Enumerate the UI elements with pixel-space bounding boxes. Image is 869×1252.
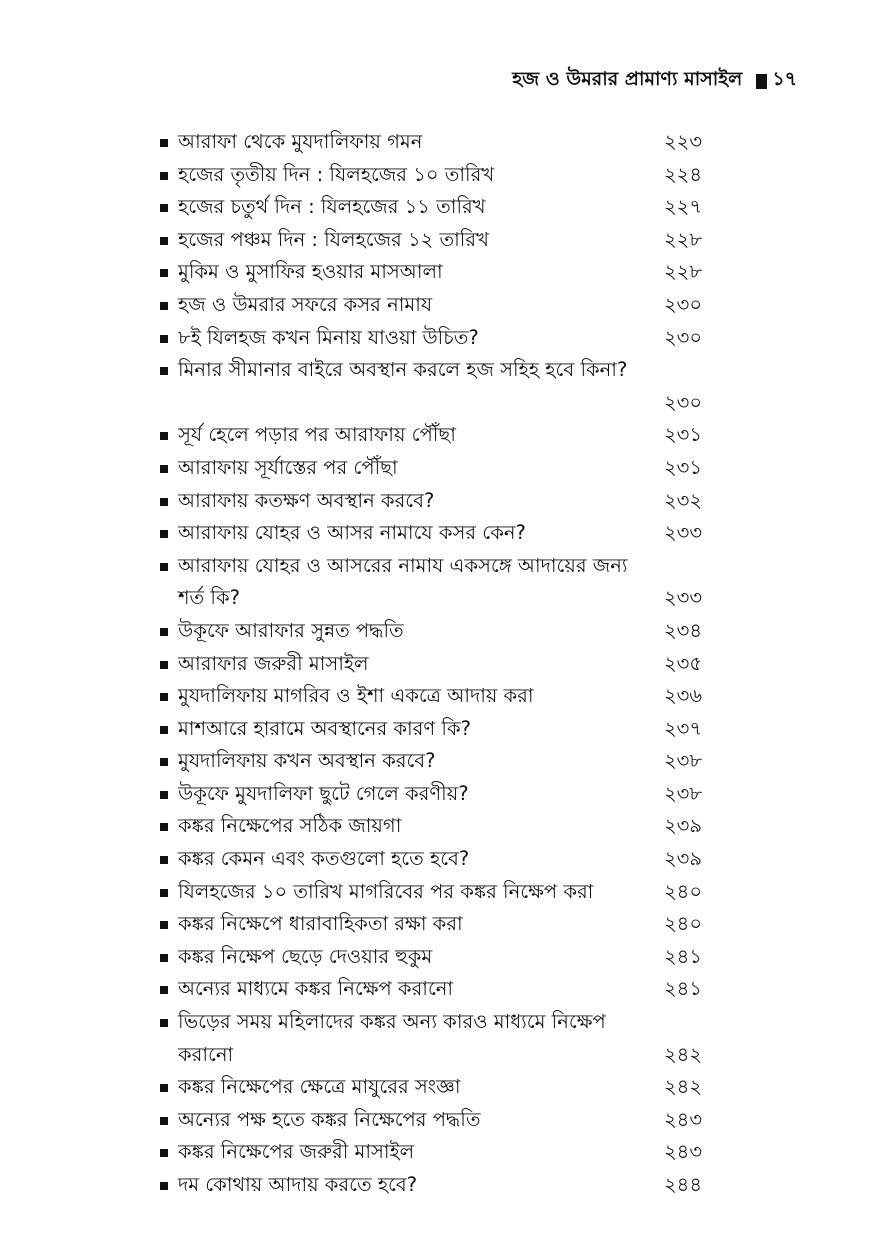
- bullet-square-icon: [160, 986, 168, 994]
- toc-entry: [0, 354, 869, 419]
- toc-entry-page: ২৩৩: [664, 521, 703, 545]
- toc-entry-page: ২৩১: [664, 423, 703, 447]
- toc-entry: [0, 126, 869, 159]
- bullet-square-icon: [160, 432, 168, 440]
- toc-entry-page: ২৩০: [664, 390, 703, 414]
- toc-entry: [0, 485, 869, 518]
- toc-entry: [0, 1136, 869, 1169]
- toc-entry-title: কঙ্কর কেমন এবং কতগুলো হতে হবে?: [178, 847, 470, 871]
- toc-entry-title: মুযদালিফায় কখন অবস্থান করবে?: [178, 749, 436, 773]
- bullet-square-icon: [160, 530, 168, 538]
- toc-entry-page: ২২৮: [664, 227, 703, 251]
- table-of-contents: [0, 126, 869, 1202]
- bullet-square-icon: [160, 758, 168, 766]
- toc-entry-title: অন্যের পক্ষ হতে কঙ্কর নিক্ষেপের পদ্ধতি: [178, 1107, 481, 1131]
- toc-entry-page: ২৩৫: [664, 651, 703, 675]
- toc-entry-page: ২২৪: [664, 162, 703, 186]
- toc-entry-page: ২৩৪: [664, 618, 703, 642]
- toc-entry-title: হজ ও উমরার সফরে কসর নামায: [178, 292, 433, 316]
- toc-entry: [0, 713, 869, 746]
- toc-entry-page: ২৪৪: [664, 1173, 702, 1196]
- bullet-square-icon: [160, 661, 168, 669]
- toc-entry: [0, 615, 869, 648]
- toc-entry-page: ২৪০: [664, 912, 703, 936]
- bullet-square-icon: [160, 172, 168, 180]
- toc-entry-page: ২২৩: [664, 130, 703, 153]
- toc-entry: [0, 419, 869, 452]
- running-header: [512, 66, 797, 96]
- toc-entry-page: ২৩৭: [664, 716, 703, 740]
- toc-entry: [0, 941, 869, 974]
- toc-entry-page: ২৪৩: [664, 1107, 703, 1131]
- toc-entry-title: উকূফে মুযদালিফা ছুটে গেলে করণীয়?: [178, 781, 469, 805]
- toc-entry-title: কঙ্কর নিক্ষেপের ক্ষেত্রে মাযুরের সংজ্ঞা: [178, 1075, 461, 1099]
- bullet-square-icon: [160, 465, 168, 473]
- toc-entry-page: ২৩২: [664, 488, 703, 512]
- toc-entry: [0, 517, 869, 550]
- toc-entry-title: কঙ্কর নিক্ষেপে ধারাবাহিকতা রক্ষা করা: [178, 912, 463, 936]
- bullet-square-icon: [160, 563, 168, 571]
- toc-entry-title: মুযদালিফায় মাগরিব ও ইশা একত্রে আদায় করা: [178, 684, 534, 708]
- toc-entry-page: ২৩৩: [664, 586, 703, 610]
- toc-entry: [0, 289, 869, 322]
- toc-entry-title: হজের চতুর্থ দিন : যিলহজের ১১ তারিখ: [178, 195, 486, 219]
- toc-entry-title: মুকিম ও মুসাফির হওয়ার মাসআলা: [178, 260, 443, 284]
- bullet-square-icon: [160, 726, 168, 734]
- bullet-square-icon: [160, 889, 168, 897]
- toc-entry-title: কঙ্কর নিক্ষেপ ছেড়ে দেওয়ার হুকুম: [178, 944, 433, 968]
- toc-entry: [0, 908, 869, 941]
- toc-entry-page: ২৩০: [664, 292, 703, 316]
- toc-entry-title: ভিড়ের সময় মহিলাদের কঙ্কর অন্য কারও মাধ্যমে নিক্ষেপ করানো: [178, 1010, 606, 1066]
- bullet-square-icon: [160, 954, 168, 962]
- toc-entry-title: ৮ই যিলহজ কখন মিনায় যাওয়া উচিত?: [178, 325, 479, 349]
- page-number: ১৭: [772, 68, 797, 90]
- toc-entry-title: হজের পঞ্চম দিন : যিলহজের ১২ তারিখ: [178, 227, 489, 251]
- toc-entry-page: ২৩০: [664, 325, 703, 349]
- toc-entry: [0, 322, 869, 355]
- toc-entry-title: কঙ্কর নিক্ষেপের জরুরী মাসাইল: [178, 1140, 415, 1164]
- bullet-square-icon: [160, 823, 168, 831]
- bullet-square-icon: [160, 139, 168, 147]
- toc-entry-page: ২৩৯: [664, 847, 703, 871]
- toc-entry-title: অন্যের মাধ্যমে কঙ্কর নিক্ষেপ করানো: [178, 977, 454, 1001]
- toc-entry: [0, 745, 869, 778]
- toc-entry: [0, 452, 869, 485]
- toc-entry: [0, 1006, 869, 1071]
- toc-entry: [0, 1071, 869, 1104]
- bullet-square-icon: [160, 302, 168, 310]
- toc-entry-page: ২৩৮: [664, 781, 703, 805]
- toc-entry: [0, 256, 869, 289]
- toc-entry: [0, 648, 869, 681]
- bullet-square-icon: [160, 1117, 168, 1125]
- bullet-square-icon: [160, 628, 168, 636]
- bullet-square-icon: [160, 1182, 168, 1190]
- toc-entry-page: ২৪৩: [664, 1140, 703, 1164]
- toc-entry-page: ২৪১: [664, 944, 702, 968]
- toc-entry-page: ২৪২: [664, 1042, 703, 1066]
- toc-entry-title: আরাফায় যোহর ও আসরের নামায একসঙ্গে আদায়ের জন্য শর্ত কি?: [178, 553, 628, 610]
- toc-entry: [0, 224, 869, 257]
- toc-entry-page: ২৩১: [664, 455, 703, 479]
- bullet-square-icon: [160, 791, 168, 799]
- toc-entry-title: উকূফে আরাফার সুন্নত পদ্ধতি: [178, 618, 404, 642]
- toc-entry-title: আরাফার জরুরী মাসাইল: [178, 651, 369, 675]
- bullet-square-icon: [160, 269, 168, 277]
- toc-entry-title: আরাফায় কতক্ষণ অবস্থান করবে?: [178, 488, 435, 512]
- bullet-square-icon: [160, 367, 168, 375]
- toc-entry-title: দম কোথায় আদায় করতে হবে?: [178, 1173, 418, 1196]
- toc-entry-page: ২২৮: [664, 260, 703, 284]
- toc-entry-page: ২৩৮: [664, 749, 703, 773]
- bullet-square-icon: [160, 335, 168, 343]
- bullet-square-icon: [160, 498, 168, 506]
- toc-entry: [0, 973, 869, 1006]
- toc-entry-title: আরাফা থেকে মুযদালিফায় গমন: [178, 130, 423, 153]
- toc-entry-page: ২৩৯: [664, 814, 703, 838]
- toc-entry: [0, 191, 869, 224]
- toc-entry: [0, 778, 869, 811]
- toc-entry-page: ২৪২: [664, 1075, 703, 1099]
- bullet-square-icon: [160, 204, 168, 212]
- bullet-square-icon: [160, 237, 168, 245]
- toc-entry: [0, 680, 869, 713]
- bullet-square-icon: [160, 693, 168, 701]
- toc-entry: [0, 159, 869, 192]
- toc-entry: [0, 876, 869, 909]
- toc-entry-title: যিলহজের ১০ তারিখ মাগরিবের পর কঙ্কর নিক্ষেপ করা: [178, 879, 594, 903]
- toc-entry-title: হজের তৃতীয় দিন : যিলহজের ১০ তারিখ: [178, 162, 495, 186]
- toc-entry-page: ২৪১: [664, 977, 702, 1001]
- toc-entry-page: ২৩৬: [664, 684, 703, 708]
- bullet-square-icon: [160, 1084, 168, 1092]
- toc-entry: [0, 843, 869, 876]
- toc-entry-title: কঙ্কর নিক্ষেপের সঠিক জায়গা: [178, 814, 402, 838]
- toc-entry-title: আরাফায় সূর্যাস্তের পর পৌঁছা: [178, 455, 398, 479]
- toc-entry-page: ২৪০: [664, 879, 703, 903]
- toc-entry: [0, 1104, 869, 1137]
- toc-entry-title: মাশআরে হারামে অবস্থানের কারণ কি?: [178, 716, 471, 740]
- toc-entry: [0, 550, 869, 615]
- toc-entry: [0, 1169, 869, 1202]
- running-title: হজ ও উমরার প্রামাণ্য মাসাইল: [512, 68, 743, 90]
- bullet-square-icon: [160, 1149, 168, 1157]
- header-square-icon: [756, 74, 767, 89]
- bullet-square-icon: [160, 921, 168, 929]
- bullet-square-icon: [160, 1019, 168, 1027]
- bullet-square-icon: [160, 856, 168, 864]
- toc-entry: [0, 810, 869, 843]
- toc-entry-title: মিনার সীমানার বাইরে অবস্থান করলে হজ সহিহ হবে কিনা?: [178, 358, 628, 382]
- toc-entry-title: আরাফায় যোহর ও আসর নামাযে কসর কেন?: [178, 521, 526, 545]
- toc-entry-title: সূর্য হেলে পড়ার পর আরাফায় পৌঁছা: [178, 423, 456, 447]
- toc-entry-page: ২২৭: [664, 195, 703, 219]
